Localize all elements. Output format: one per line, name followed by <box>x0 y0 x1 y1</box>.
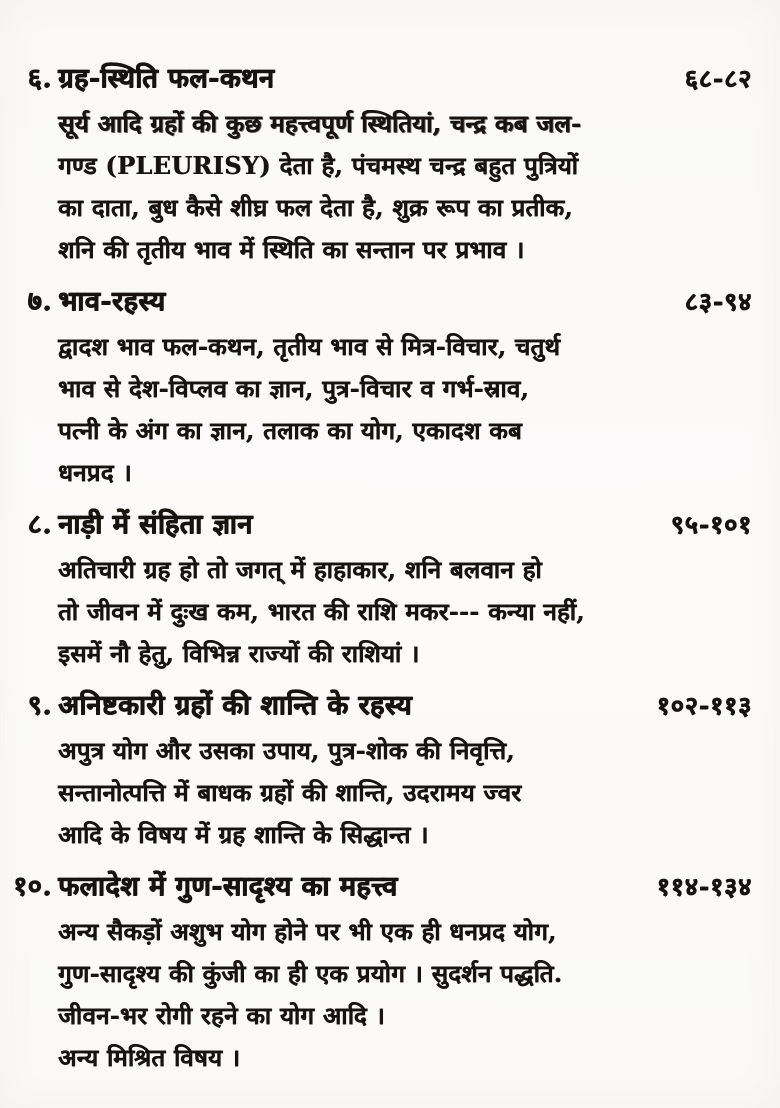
entry-line: इसमें नौ हेतु, विभिन्न राज्यों की राशियां । <box>58 639 420 668</box>
toc-entry <box>0 506 752 675</box>
entry-line: द्वादश भाव फल-कथन, तृतीय भाव से मित्र-विचार, चतुर्थ <box>58 332 561 361</box>
entry-line: अतिचारी ग्रह हो तो जगत् में हाहाकार, शनि बलवान हो <box>58 555 542 584</box>
entry-page-range: ६८-८२ <box>684 64 752 93</box>
entry-page-range: ८३-९४ <box>684 287 752 316</box>
entry-number: १०. <box>13 871 52 902</box>
entry-line: आदि के विषय में ग्रह शान्ति के सिद्धान्त । <box>58 820 429 849</box>
entry-line: सन्तानोत्पत्ति में बाधक ग्रहों की शान्ति, उदरामय ज्वर <box>58 778 522 807</box>
entry-title: फलादेश में गुण-सादृश्य का महत्त्व <box>58 871 398 902</box>
toc-entry-list <box>0 60 752 1079</box>
entry-line: पत्नी के अंग का ज्ञान, तलाक का योग, एकादश कब <box>58 416 522 445</box>
toc-entry <box>0 60 752 271</box>
entry-line: का दाता, बुध कैसे शीघ्र फल देता है, शुक्र रूप का प्रतीक, <box>58 193 573 222</box>
entry-header <box>58 868 752 906</box>
entry-description <box>58 730 752 856</box>
entry-header <box>58 60 752 98</box>
entry-title: ग्रह-स्थिति फल-कथन <box>58 63 275 94</box>
entry-line: सूर्य आदि ग्रहों की कुछ महत्त्वपूर्ण स्थितियां, चन्द्र कब जल- <box>58 109 582 138</box>
entry-title: भाव-रहस्य <box>58 286 166 317</box>
entry-header <box>58 687 752 725</box>
entry-line: धनप्रद । <box>58 458 132 487</box>
entry-page-range: ९५-१०१ <box>670 510 752 539</box>
entry-line: जीवन-भर रोगी रहने का योग आदि । <box>58 1001 385 1030</box>
entry-line: अन्य सैकड़ों अशुभ योग होने पर भी एक ही धनप्रद योग, <box>58 917 557 946</box>
entry-line: शनि की तृतीय भाव में स्थिति का सन्तान पर प्रभाव । <box>58 235 525 264</box>
entry-line: तो जीवन में दुःख कम, भारत की राशि मकर--- कन्या नहीं, <box>58 597 585 626</box>
entry-line: गुण-सादृश्य की कुंजी का ही एक प्रयोग । सुदर्शन पद्धति. <box>58 959 563 988</box>
entry-number: ६. <box>27 63 52 94</box>
entry-number: ८. <box>27 509 52 540</box>
entry-page-range: १०२-११३ <box>656 691 752 720</box>
entry-line: गण्ड (PLEURISY) देता है, पंचमस्थ चन्द्र बहुत पुत्रियों <box>58 151 579 180</box>
entry-header <box>58 506 752 544</box>
toc-entry <box>0 283 752 494</box>
entry-description <box>58 326 752 494</box>
entry-line: भाव से देश-विप्लव का ज्ञान, पुत्र-विचार व गर्भ-स्राव, <box>58 374 530 403</box>
entry-title: अनिष्टकारी ग्रहों की शान्ति के रहस्य <box>58 690 412 721</box>
entry-page-range: ११४-१३४ <box>656 872 752 901</box>
toc-entry <box>0 687 752 856</box>
entry-title: नाड़ी में संहिता ज्ञान <box>58 509 253 540</box>
toc-entry <box>0 868 752 1079</box>
entry-line: अपुत्र योग और उसका उपाय, पुत्र-शोक की निवृत्ति, <box>58 736 515 765</box>
entry-line: अन्य मिश्रित विषय । <box>58 1043 241 1072</box>
entry-description <box>58 549 752 675</box>
entry-number: ९. <box>27 690 52 721</box>
entry-description <box>58 103 752 271</box>
entry-number: ७. <box>27 286 52 317</box>
entry-header <box>58 283 752 321</box>
entry-description <box>58 911 752 1079</box>
